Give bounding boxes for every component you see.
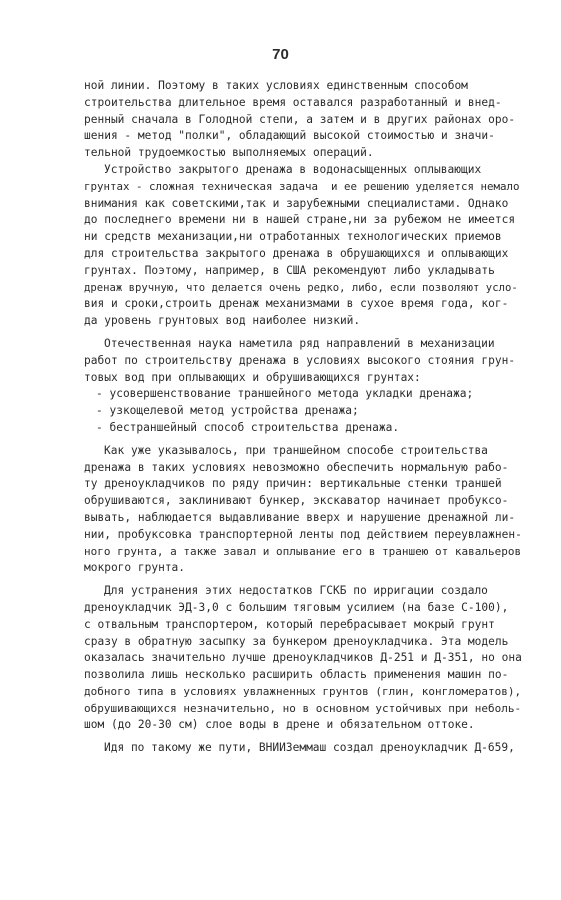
text-line: грунтах. Поэтому, например, в США рекомендуют либо укладывать [84, 263, 495, 277]
text-line: вия и сроки,строить дренаж механизмами в сухое время года, ког- [84, 297, 509, 311]
text-line: - узкощелевой метод устройства дренажа; [96, 404, 359, 418]
paragraph-1 [84, 78, 524, 162]
paragraph-5 [84, 583, 524, 734]
text-line: дренаж вручную, что делается очень редко, либо, если позволяют усло- [84, 281, 518, 294]
text-line: ного грунта, а также завал и оплывание его в траншею от кавальеров [84, 544, 522, 558]
text-line: нии, пробуксовка транспортерной ленты под действием переувлажнен- [84, 527, 522, 541]
text-line: ренный сначала в Голодной степи, а затем и в других районах оро- [84, 112, 516, 126]
text-line: дренажа в таких условиях невозможно обеспечить нормальную рабо- [84, 460, 509, 474]
text-line: обрушивающихся незначительно, но в основном устойчивых при неболь- [84, 701, 522, 715]
text-line: внимания как советскими,так и зарубежными специалистами. Однако [84, 196, 509, 210]
text-line: товых вод при оплывающих и обрушивающихся грунтах: [84, 370, 421, 384]
text-line: Отечественная наука наметила ряд направлений в механизации [104, 336, 495, 350]
text-line: Устройство закрытого дренажа в водонасыщенных оплывающих [104, 162, 482, 176]
paragraph-6 [84, 740, 524, 757]
text-line: шения - метод "полки", обладающий высокой стоимостью и значи- [84, 129, 495, 143]
text-line: добного типа в условиях увлажненных грунтов (глин, конгломератов), [84, 684, 522, 698]
text-line: вывать, наблюдается выдавливание вверх и нарушение дренажной ли- [84, 510, 516, 524]
text-line: - усовершенствование траншейного метода укладки дренажа; [96, 387, 474, 401]
text-line: Как уже указывалось, при траншейном способе строительства [104, 443, 488, 457]
text-line: тельной трудоемкостью выполняемых операций. [84, 146, 374, 160]
text-line: сразу в обратную засыпку за бункером дреноукладчика. Эта модель [84, 634, 509, 648]
text-line: Идя по такому же пути, ВНИИЗеммаш создал дреноукладчик Д-659, [104, 741, 515, 755]
text-line: ной линии. Поэтому в таких условиях единственным способом [84, 79, 468, 92]
text-line: оказалась значительно лучше дреноукладчиков Д-251 и Д-351, но она [84, 651, 522, 665]
text-line: дреноукладчик ЭД-3,0 с большим тяговым усилием (на базе С-100), [84, 600, 509, 614]
text-line: работ по строительству дренажа в условиях высокого стояния грун- [84, 353, 516, 367]
text-line: строительства длительное время оставался разработанный и внед- [84, 95, 502, 109]
text-line: ни средств механизации,ни отработанных технологических приемов [84, 230, 502, 244]
text-line: Для устранения этих недостатков ГСКБ по ирригации создало [104, 584, 488, 598]
text-line: до последнего времени ни в нашей стране,ни за рубежом не имеется [84, 213, 516, 227]
text-line: - бестраншейный способ строительства дренажа. [96, 420, 400, 434]
text-line: мокрого грунта. [84, 561, 186, 575]
paragraph-3 [84, 336, 524, 437]
text-line: для строительства закрытого дренажа в обрушающихся и оплывающих [84, 246, 509, 260]
text-line: да уровень грунтовых вод наиболее низкий. [84, 314, 361, 328]
text-line: обрушиваются, заклинивают бункер, экскаватор начинает пробуксо- [84, 494, 509, 508]
text-line: шом (до 20-30 см) слое воды в дрене и обязательном оттоке. [84, 718, 475, 732]
document-body [84, 78, 524, 757]
page-number: 70 [272, 46, 289, 63]
paragraph-2 [84, 162, 524, 330]
text-line: грунтах - сложная техническая задача и ее решению уделяется немало [84, 179, 520, 193]
text-line: с отвальным транспортером, который перебрасывает мокрый грунт [84, 617, 495, 631]
text-line: позволила лишь несколько расширить область применения машин по- [84, 668, 509, 682]
paragraph-4 [84, 443, 524, 577]
text-line: ту дреноукладчиков по ряду причин: вертикальные стенки траншей [84, 477, 502, 491]
